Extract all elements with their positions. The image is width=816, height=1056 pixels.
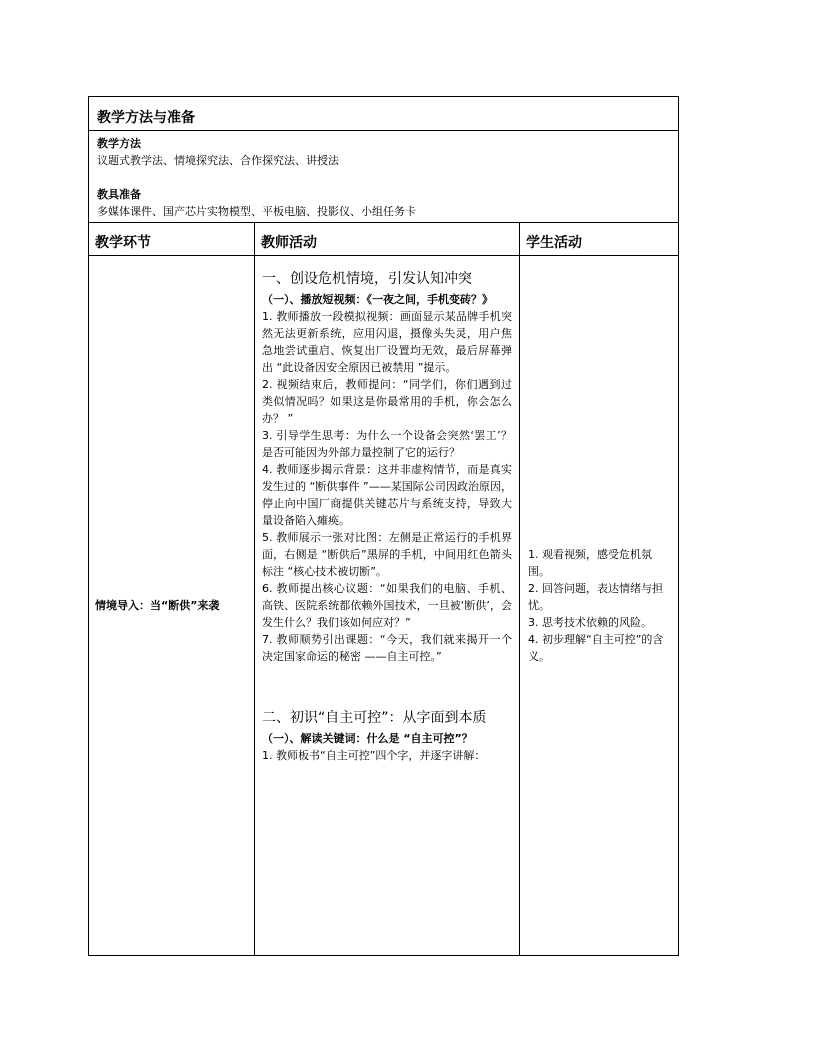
methods-block — [89, 131, 678, 223]
section1-subtitle: （一）、播放短视频：《一夜之间，手机变砖？》 — [262, 293, 493, 306]
student-item: 2. 回答问题，表达情绪与担忧。 — [528, 582, 663, 612]
header-stage: 教学环节 — [89, 223, 255, 255]
teacher-item: 6. 教师提出核心议题：“如果我们的电脑、手机、高铁、医院系统都依赖外国技术，一旦被‘断供’，会发生什么？我们该如何应对？” — [262, 582, 512, 629]
teacher-item: 7. 教师顺势引出课题：“今天，我们就来揭开一个决定国家命运的秘密 ——自主可控。” — [262, 633, 512, 663]
stage-label: 情境导入：当“断供”来袭 — [95, 598, 220, 612]
teacher-item: 1. 教师播放一段模拟视频：画面显示某品牌手机突然无法更新系统，应用闪退，摄像头失灵，用户焦急地尝试重启、恢复出厂设置均无效，最后屏幕弹出 “此设备因安全原因已被禁用 ”提示。 — [262, 310, 512, 374]
methods-content: 议题式教学法、情境探究法、合作探究法、讲授法 — [97, 154, 339, 167]
stage-cell — [89, 256, 255, 955]
section2-subtitle: （一）、解读关键词：什么是 “自主可控”？ — [262, 732, 473, 745]
teacher-item: 2. 视频结束后，教师提问：“同学们，你们遇到过类似情况吗？如果这是你最常用的手机，你会怎么办？ ” — [262, 378, 512, 425]
table-row — [89, 256, 678, 955]
header-student: 学生活动 — [526, 235, 582, 251]
methods-heading: 教学方法 — [97, 137, 141, 150]
student-item: 3. 思考技术依赖的风险。 — [528, 616, 652, 629]
section2-title: 二、初识“自主可控”：从字面到本质 — [262, 710, 487, 726]
header-teacher: 教师活动 — [255, 223, 520, 255]
student-activity-cell — [520, 256, 678, 955]
student-activity-list — [520, 546, 678, 665]
teacher-item: 1. 教师板书“自主可控”四个字，并逐字讲解： — [262, 749, 486, 762]
section1-title: 一、创设危机情境，引发认知冲突 — [262, 271, 472, 287]
tools-content: 多媒体课件、国产芯片实物模型、平板电脑、投影仪、小组任务卡 — [97, 205, 416, 218]
student-item: 1. 观看视频，感受危机氛围。 — [528, 548, 652, 578]
section-title: 教学方法与准备 — [89, 97, 678, 131]
student-item: 4. 初步理解“自主可控”的含义。 — [528, 633, 664, 663]
teacher-activity-cell — [255, 256, 520, 955]
tools-heading: 教具准备 — [97, 188, 141, 201]
teacher-item: 4. 教师逐步揭示背景：这并非虚构情节，而是真实发生过的 “断供事件 ”——某国际公司因政治原因，停止向中国厂商提供关键芯片与系统支持，导致大量设备陷入瘫痪。 — [262, 463, 512, 527]
teacher-item: 3. 引导学生思考：为什么一个设备会突然‘罢工’？是否可能因为外部力量控制了它的运行？ — [262, 429, 512, 459]
teacher-item: 5. 教师展示一张对比图：左侧是正常运行的手机界面，右侧是 “断供后”黑屏的手机，中间用红色箭头标注 “核心技术被切断”。 — [262, 531, 512, 578]
lesson-plan-table — [88, 96, 679, 956]
table-header-row — [89, 223, 678, 256]
